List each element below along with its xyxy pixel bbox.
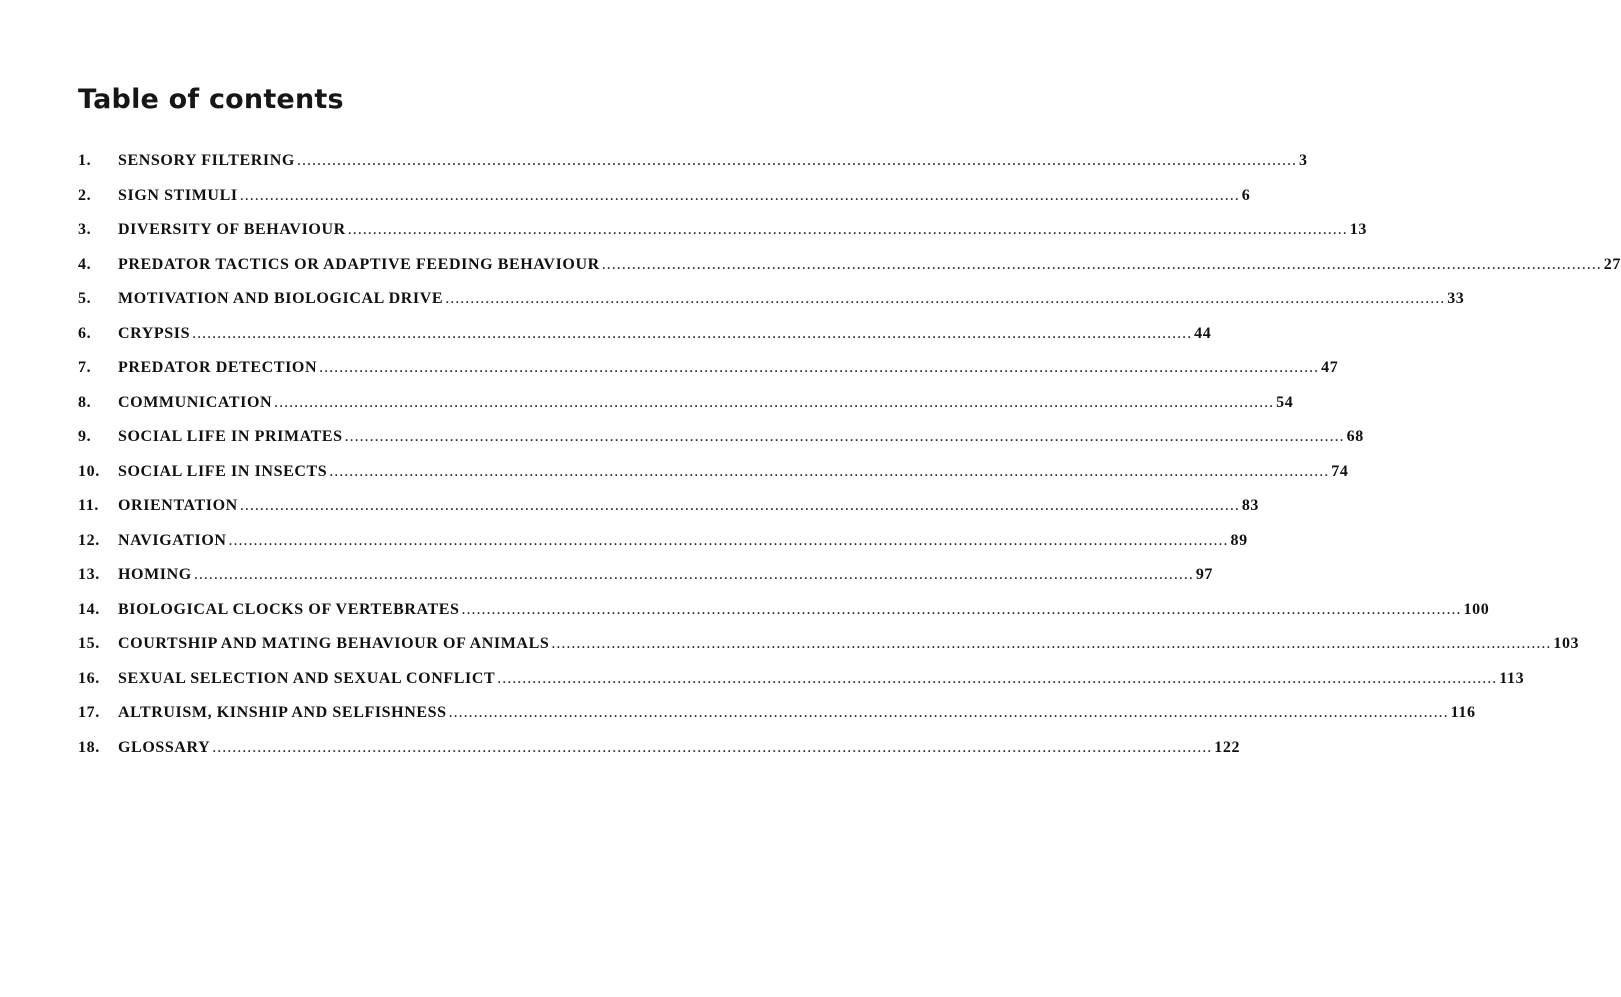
toc-entry-page-number: 47 <box>1321 359 1339 376</box>
toc-dot-leader: ........................................................................................................................................................................................................ <box>551 635 1552 652</box>
toc-entry-page-number: 33 <box>1447 290 1465 307</box>
toc-entry[interactable] <box>78 738 1241 774</box>
toc-entry-number: 14. <box>78 600 100 618</box>
toc-entry-page-number: 113 <box>1499 669 1525 687</box>
toc-entry-title: SEXUAL SELECTION AND SEXUAL CONFLICT <box>118 669 496 687</box>
toc-entry-title: SOCIAL LIFE IN PRIMATES <box>118 428 343 445</box>
toc-entry-number: 11. <box>78 497 99 514</box>
toc-entry-number: 8. <box>78 393 92 411</box>
toc-entry-title: GLOSSARY <box>118 738 211 756</box>
toc-entry[interactable] <box>78 186 1251 222</box>
toc-entry[interactable] <box>78 290 1465 325</box>
toc-entry-title: NAVIGATION <box>118 531 227 549</box>
toc-dot-leader: ........................................................................................................................................................................................................ <box>193 566 1194 583</box>
toc-dot-leader: ........................................................................................................................................................................................................ <box>274 393 1275 411</box>
toc-dot-leader: ........................................................................................................................................................................................................ <box>319 359 1320 376</box>
toc-entry-page-number: 97 <box>1195 566 1214 583</box>
toc-entry-title: HOMING <box>118 566 192 583</box>
toc-entry-number: 12. <box>78 531 100 549</box>
toc-entry-title: DIVERSITY OF BEHAVIOUR <box>118 221 346 238</box>
toc-entry-title: COURTSHIP AND MATING BEHAVIOUR OF ANIMALS <box>118 635 550 652</box>
toc-entry-title: SIGN STIMULI <box>118 186 238 204</box>
toc-entry-number: 17. <box>78 704 100 721</box>
toc-dot-leader: ........................................................................................................................................................................................................ <box>461 600 1462 618</box>
toc-entry-title: ORIENTATION <box>118 497 238 514</box>
toc-entry[interactable] <box>78 635 1580 670</box>
toc-dot-leader: ........................................................................................................................................................................................................ <box>228 531 1229 549</box>
toc-entry-number: 6. <box>78 324 92 342</box>
toc-entry-title: SENSORY FILTERING <box>118 152 295 169</box>
toc-entry-page-number: 3 <box>1298 152 1308 169</box>
toc-entry-page-number: 116 <box>1450 704 1476 721</box>
toc-entry[interactable] <box>78 393 1294 429</box>
toc-entry-number: 5. <box>78 290 92 307</box>
toc-entry[interactable] <box>78 152 1308 187</box>
toc-entry[interactable] <box>78 255 1621 291</box>
toc-entry[interactable] <box>78 704 1476 739</box>
toc-entry-title: ALTRUISM, KINSHIP AND SELFISHNESS <box>118 704 447 721</box>
toc-entry-page-number: 44 <box>1194 324 1212 342</box>
toc-dot-leader: ........................................................................................................................................................................................................ <box>448 704 1449 721</box>
toc-dot-leader: ........................................................................................................................................................................................................ <box>344 428 1345 445</box>
toc-entry[interactable] <box>78 669 1525 705</box>
toc-entry-page-number: 103 <box>1553 635 1580 652</box>
toc-entry-title: PREDATOR DETECTION <box>118 359 318 376</box>
page-title: Table of contents <box>78 84 344 115</box>
toc-dot-leader: ........................................................................................................................................................................................................ <box>212 738 1213 756</box>
toc-entry-number: 10. <box>78 462 100 480</box>
toc-entry-title: PREDATOR TACTICS OR ADAPTIVE FEEDING BEHAVIOUR <box>118 255 600 273</box>
toc-entry-number: 3. <box>78 221 92 238</box>
toc-entry-page-number: 13 <box>1349 221 1367 238</box>
toc-dot-leader: ........................................................................................................................................................................................................ <box>239 497 1240 514</box>
toc-dot-leader: ........................................................................................................................................................................................................ <box>601 255 1602 273</box>
toc-entry-title: COMMUNICATION <box>118 393 273 411</box>
toc-entry-number: 7. <box>78 359 92 376</box>
toc-entry-title: MOTIVATION AND BIOLOGICAL DRIVE <box>118 290 444 307</box>
toc-entry-page-number: 122 <box>1214 738 1241 756</box>
toc-entry-title: SOCIAL LIFE IN INSECTS <box>118 462 328 480</box>
toc-entry-number: 16. <box>78 669 100 687</box>
toc-entry[interactable] <box>78 566 1214 601</box>
toc-entry-number: 9. <box>78 428 92 445</box>
toc-entry-number: 4. <box>78 255 92 273</box>
toc-entry[interactable] <box>78 324 1212 360</box>
toc-dot-leader: ........................................................................................................................................................................................................ <box>296 152 1297 169</box>
toc-entry[interactable] <box>78 359 1339 394</box>
toc-dot-leader: ........................................................................................................................................................................................................ <box>497 669 1498 687</box>
toc-entry[interactable] <box>78 428 1364 463</box>
toc-dot-leader: ........................................................................................................................................................................................................ <box>192 324 1193 342</box>
toc-entry-page-number: 68 <box>1346 428 1364 445</box>
toc-entry-number: 15. <box>78 635 100 652</box>
toc-entry-number: 1. <box>78 152 92 169</box>
toc-entry-page-number: 74 <box>1331 462 1349 480</box>
toc-entry-page-number: 100 <box>1463 600 1490 618</box>
toc-entry[interactable] <box>78 497 1260 532</box>
toc-list <box>78 152 1621 773</box>
toc-entry[interactable] <box>78 462 1349 498</box>
toc-dot-leader: ........................................................................................................................................................................................................ <box>239 186 1240 204</box>
toc-dot-leader: ........................................................................................................................................................................................................ <box>445 290 1446 307</box>
toc-entry-page-number: 6 <box>1241 186 1251 204</box>
toc-entry[interactable] <box>78 221 1367 256</box>
toc-entry-page-number: 89 <box>1230 531 1248 549</box>
toc-entry-number: 2. <box>78 186 92 204</box>
toc-entry-title: BIOLOGICAL CLOCKS OF VERTEBRATES <box>118 600 460 618</box>
toc-entry-title: CRYPSIS <box>118 324 191 342</box>
toc-dot-leader: ........................................................................................................................................................................................................ <box>329 462 1330 480</box>
toc-entry-page-number: 83 <box>1241 497 1260 514</box>
toc-entry[interactable] <box>78 531 1248 567</box>
toc-entry-page-number: 54 <box>1276 393 1294 411</box>
toc-entry-number: 13. <box>78 566 100 583</box>
toc-entry[interactable] <box>78 600 1490 636</box>
toc-entry-number: 18. <box>78 738 100 756</box>
toc-entry-page-number: 27 <box>1603 255 1621 273</box>
toc-dot-leader: ........................................................................................................................................................................................................ <box>347 221 1348 238</box>
